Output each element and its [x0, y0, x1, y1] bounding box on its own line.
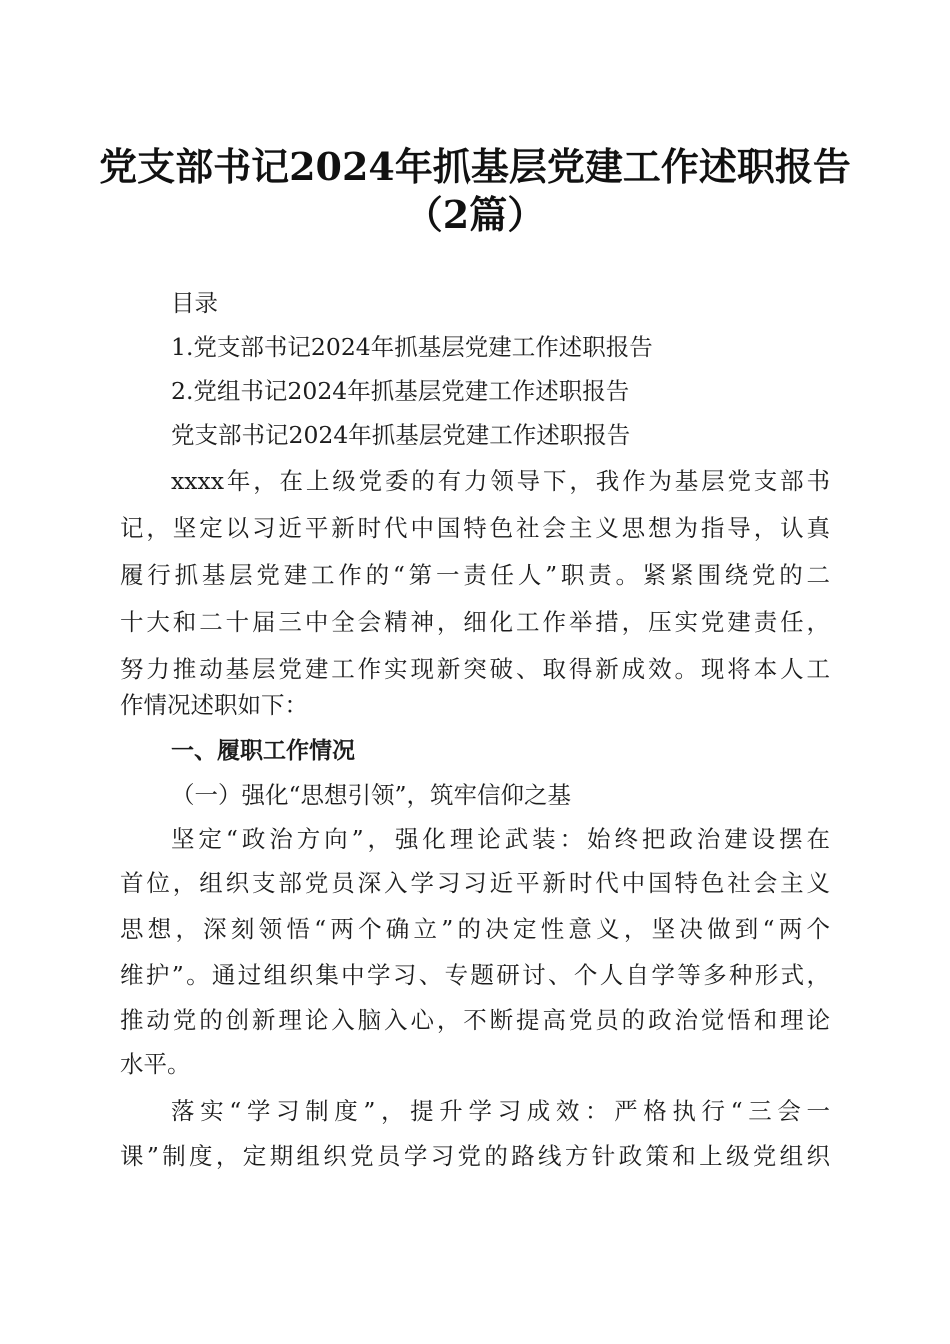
body-line: 水平。	[120, 1050, 191, 1078]
heading-level-2: （一）强化“思想引领”，筑牢信仰之基	[171, 781, 572, 809]
body-line: 首位，组织支部党员深入学习习近平新时代中国特色社会主义	[120, 869, 830, 897]
body-line: 落实“学习制度”，提升学习成效：严格执行“三会一	[171, 1097, 830, 1125]
body-line: 十大和二十届三中全会精神，细化工作举措，压实党建责任，	[120, 608, 830, 636]
body-line: 维护”。通过组织集中学习、专题研讨、个人自学等多种形式，	[120, 961, 830, 989]
body-line: 记，坚定以习近平新时代中国特色社会主义思想为指导，认真	[120, 514, 830, 542]
toc-item: 1.党支部书记2024年抓基层党建工作述职报告	[171, 333, 653, 361]
toc-item: 2.党组书记2024年抓基层党建工作述职报告	[171, 377, 630, 405]
body-line: 努力推动基层党建工作实现新突破、取得新成效。现将本人工	[120, 655, 830, 683]
body-line: 思想，深刻领悟“两个确立”的决定性意义，坚决做到“两个	[120, 915, 830, 943]
toc-heading: 目录	[171, 289, 218, 317]
heading-level-1: 一、履职工作情况	[171, 738, 355, 764]
body-line: 履行抓基层党建工作的“第一责任人”职责。紧紧围绕党的二	[120, 561, 830, 589]
body-line: 坚定“政治方向”，强化理论武装：始终把政治建设摆在	[171, 825, 830, 853]
body-line: 作情况述职如下：	[120, 691, 308, 719]
document-title: 党支部书记2024年抓基层党建工作述职报告	[99, 144, 851, 189]
body-line: xxxx年，在上级党委的有力领导下，我作为基层党支部书	[171, 467, 830, 495]
section-title: 党支部书记2024年抓基层党建工作述职报告	[171, 421, 631, 449]
body-line: 推动党的创新理论入脑入心，不断提高党员的政治觉悟和理论	[120, 1006, 830, 1034]
body-line: 课”制度，定期组织党员学习党的路线方针政策和上级党组织	[120, 1142, 830, 1170]
document-subtitle: （2篇）	[404, 192, 546, 237]
